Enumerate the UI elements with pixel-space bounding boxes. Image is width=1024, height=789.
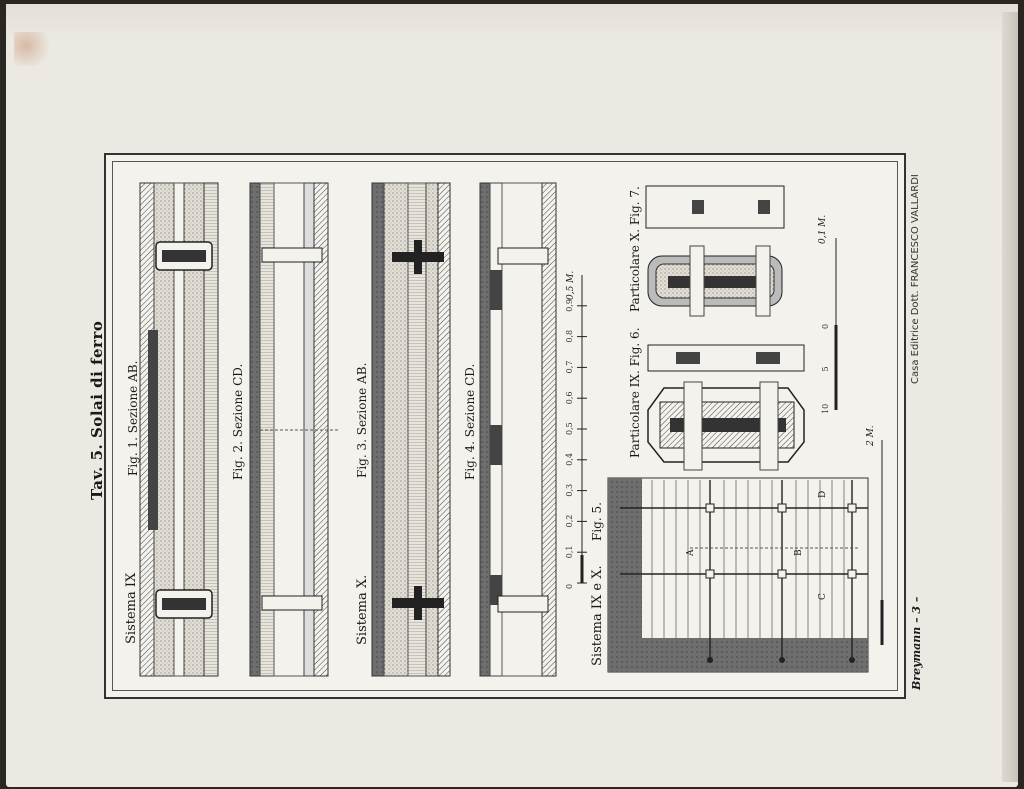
- scale1-tick-label: 0,7: [565, 360, 574, 374]
- scale1-tick-label: 0: [565, 583, 574, 589]
- fig3-section: [372, 183, 450, 676]
- label-fig5: Fig. 5.: [590, 502, 604, 541]
- scale1-tick-label: 0,9: [565, 299, 574, 312]
- scale3-tick-label: 10: [821, 403, 830, 414]
- scale1-tick-label: 0,5: [565, 422, 574, 435]
- scale3-end-label: 0,1 M.: [818, 214, 828, 244]
- fig1-section: [140, 183, 218, 676]
- fig4-section: [480, 183, 556, 676]
- plan-letter-c: C: [818, 593, 828, 600]
- label-sistema-ix: Sistema IX: [124, 572, 139, 644]
- label-sistema-x: Sistema X.: [355, 574, 370, 645]
- fig2-section: [250, 183, 340, 676]
- fig1-beam-bottom: [156, 590, 212, 618]
- fig6-detail: [648, 345, 804, 470]
- scale1-tick-label: 0,1: [565, 545, 574, 559]
- plate-title: Tav. 5. Solai di ferro: [88, 320, 106, 500]
- label-fig1: Fig. 1. Sezione AB.: [126, 360, 140, 476]
- scale3-tick-label: 5: [821, 366, 830, 372]
- label-sistema-ix-e-x: Sistema IX e X.: [590, 565, 605, 666]
- fig1-beam-top: [156, 242, 212, 270]
- scale3-tick-label: 0: [821, 323, 830, 329]
- label-fig6: Particolare IX. Fig. 6.: [628, 327, 642, 458]
- scale1-end-label: 0,5 M.: [566, 270, 576, 300]
- scale1-tick-label: 0,6: [565, 391, 574, 405]
- scale1-tick-label: 0,2: [565, 514, 574, 528]
- fig5-plan: [608, 478, 868, 672]
- plan-letter-b: B: [794, 549, 804, 556]
- plan-letter-d: D: [818, 490, 828, 498]
- footer-breymann: Breymann – 3 –: [910, 596, 923, 690]
- fig7-detail: [646, 186, 784, 316]
- scale1-tick-label: 0,4: [565, 453, 574, 466]
- label-fig2: Fig. 2. Sezione CD.: [231, 363, 245, 480]
- label-fig4: Fig. 4. Sezione CD.: [463, 363, 477, 480]
- scale2-end-label: 2 M.: [866, 425, 876, 446]
- label-fig3: Fig. 3. Sezione AB.: [355, 362, 369, 478]
- plan-letter-a: A: [686, 549, 696, 556]
- publisher-line: Casa Editrice Dott. FRANCESCO VALLARDI: [910, 174, 921, 384]
- label-fig7: Particolare X. Fig. 7.: [628, 186, 642, 312]
- scale1-tick-label: 0,8: [565, 329, 574, 343]
- scale1-tick-label: 0,3: [565, 483, 574, 497]
